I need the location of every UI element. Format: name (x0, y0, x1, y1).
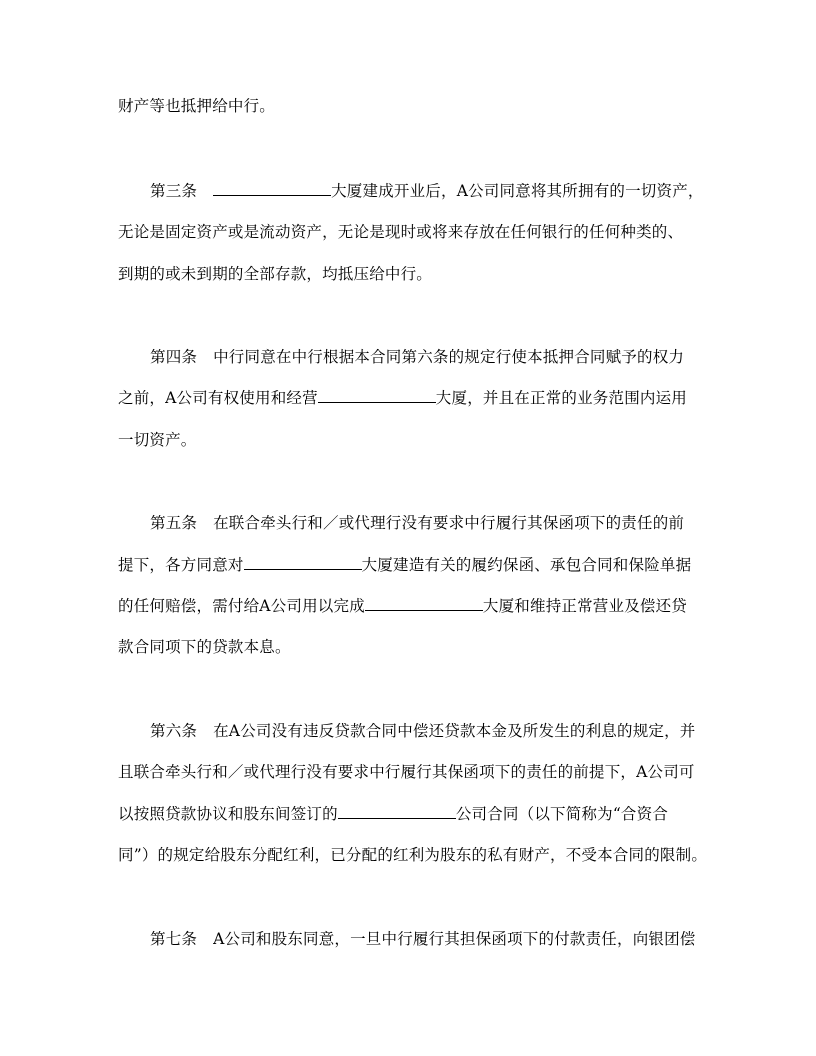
line-text: 的任何赔偿，需付给A公司用以完成 (118, 597, 365, 615)
text-line (118, 96, 275, 116)
article-label: 第七条 (150, 930, 198, 948)
line-text: 之前，A公司有权使用和经营 (118, 389, 318, 407)
text-line (118, 430, 197, 450)
line-text: 且联合牵头行和／或代理行没有要求中行履行其保函项下的责任的前提下，A公司可 (118, 763, 695, 781)
line-text: A公司和股东同意，一旦中行履行其担保函项下的付款责任，向银团偿 (213, 930, 696, 948)
line-text: 中行同意在中行根据本合同第六条的规定行使本抵押合同赋予的权力 (213, 348, 685, 366)
line-text: 大厦，并且在正常的业务范围内运用 (435, 389, 687, 407)
line-text: 财产等也抵押给中行。 (118, 97, 276, 115)
article-label: 第四条 (150, 348, 198, 366)
article-4-line (150, 347, 684, 367)
text-line (118, 762, 695, 782)
text-line (118, 804, 668, 824)
line-text: 在A公司没有违反贷款合同中偿还贷款本金及所发生的利息的规定，并 (213, 722, 696, 740)
line-text: 款合同项下的贷款本息。 (118, 638, 291, 656)
fill-blank (365, 596, 483, 611)
text-line (118, 596, 687, 616)
article-label: 第五条 (150, 514, 198, 532)
line-text: 同”）的规定给股东分配红利，已分配的红利为股东的私有财产，不受本合同的限制。 (118, 846, 708, 864)
text-line (118, 388, 687, 408)
article-label: 第六条 (150, 722, 198, 740)
text-line (118, 637, 291, 657)
article-7-line (150, 929, 696, 949)
article-3-line (150, 181, 704, 201)
line-text: 到期的或未到期的全部存款，均抵压给中行。 (118, 265, 433, 283)
line-text: 公司合同（以下简称为“合资合 (455, 805, 669, 823)
text-line (118, 845, 707, 865)
text-line (118, 555, 691, 575)
line-text: 大厦建造有关的履约保函、承包合同和保险单据 (361, 556, 692, 574)
line-text: 在联合牵头行和／或代理行没有要求中行履行其保函项下的责任的前 (213, 514, 685, 532)
article-6-line (150, 721, 696, 741)
fill-blank (213, 181, 331, 196)
line-text: 提下，各方同意对 (118, 556, 244, 574)
line-text: 大厦建成开业后，A公司同意将其所拥有的一切资产， (331, 182, 704, 200)
fill-blank (318, 388, 436, 403)
line-text: 一切资产。 (118, 431, 197, 449)
fill-blank (244, 555, 362, 570)
article-5-line (150, 513, 684, 533)
article-label: 第三条 (150, 182, 198, 200)
line-text: 以按照贷款协议和股东间签订的 (118, 805, 338, 823)
fill-blank (338, 804, 456, 819)
line-text: 大厦和维持正常营业及偿还贷 (482, 597, 688, 615)
text-line (118, 222, 683, 242)
text-line (118, 264, 432, 284)
line-text: 无论是固定资产或是流动资产，无论是现时或将来存放在任何银行的任何种类的、 (118, 223, 684, 241)
